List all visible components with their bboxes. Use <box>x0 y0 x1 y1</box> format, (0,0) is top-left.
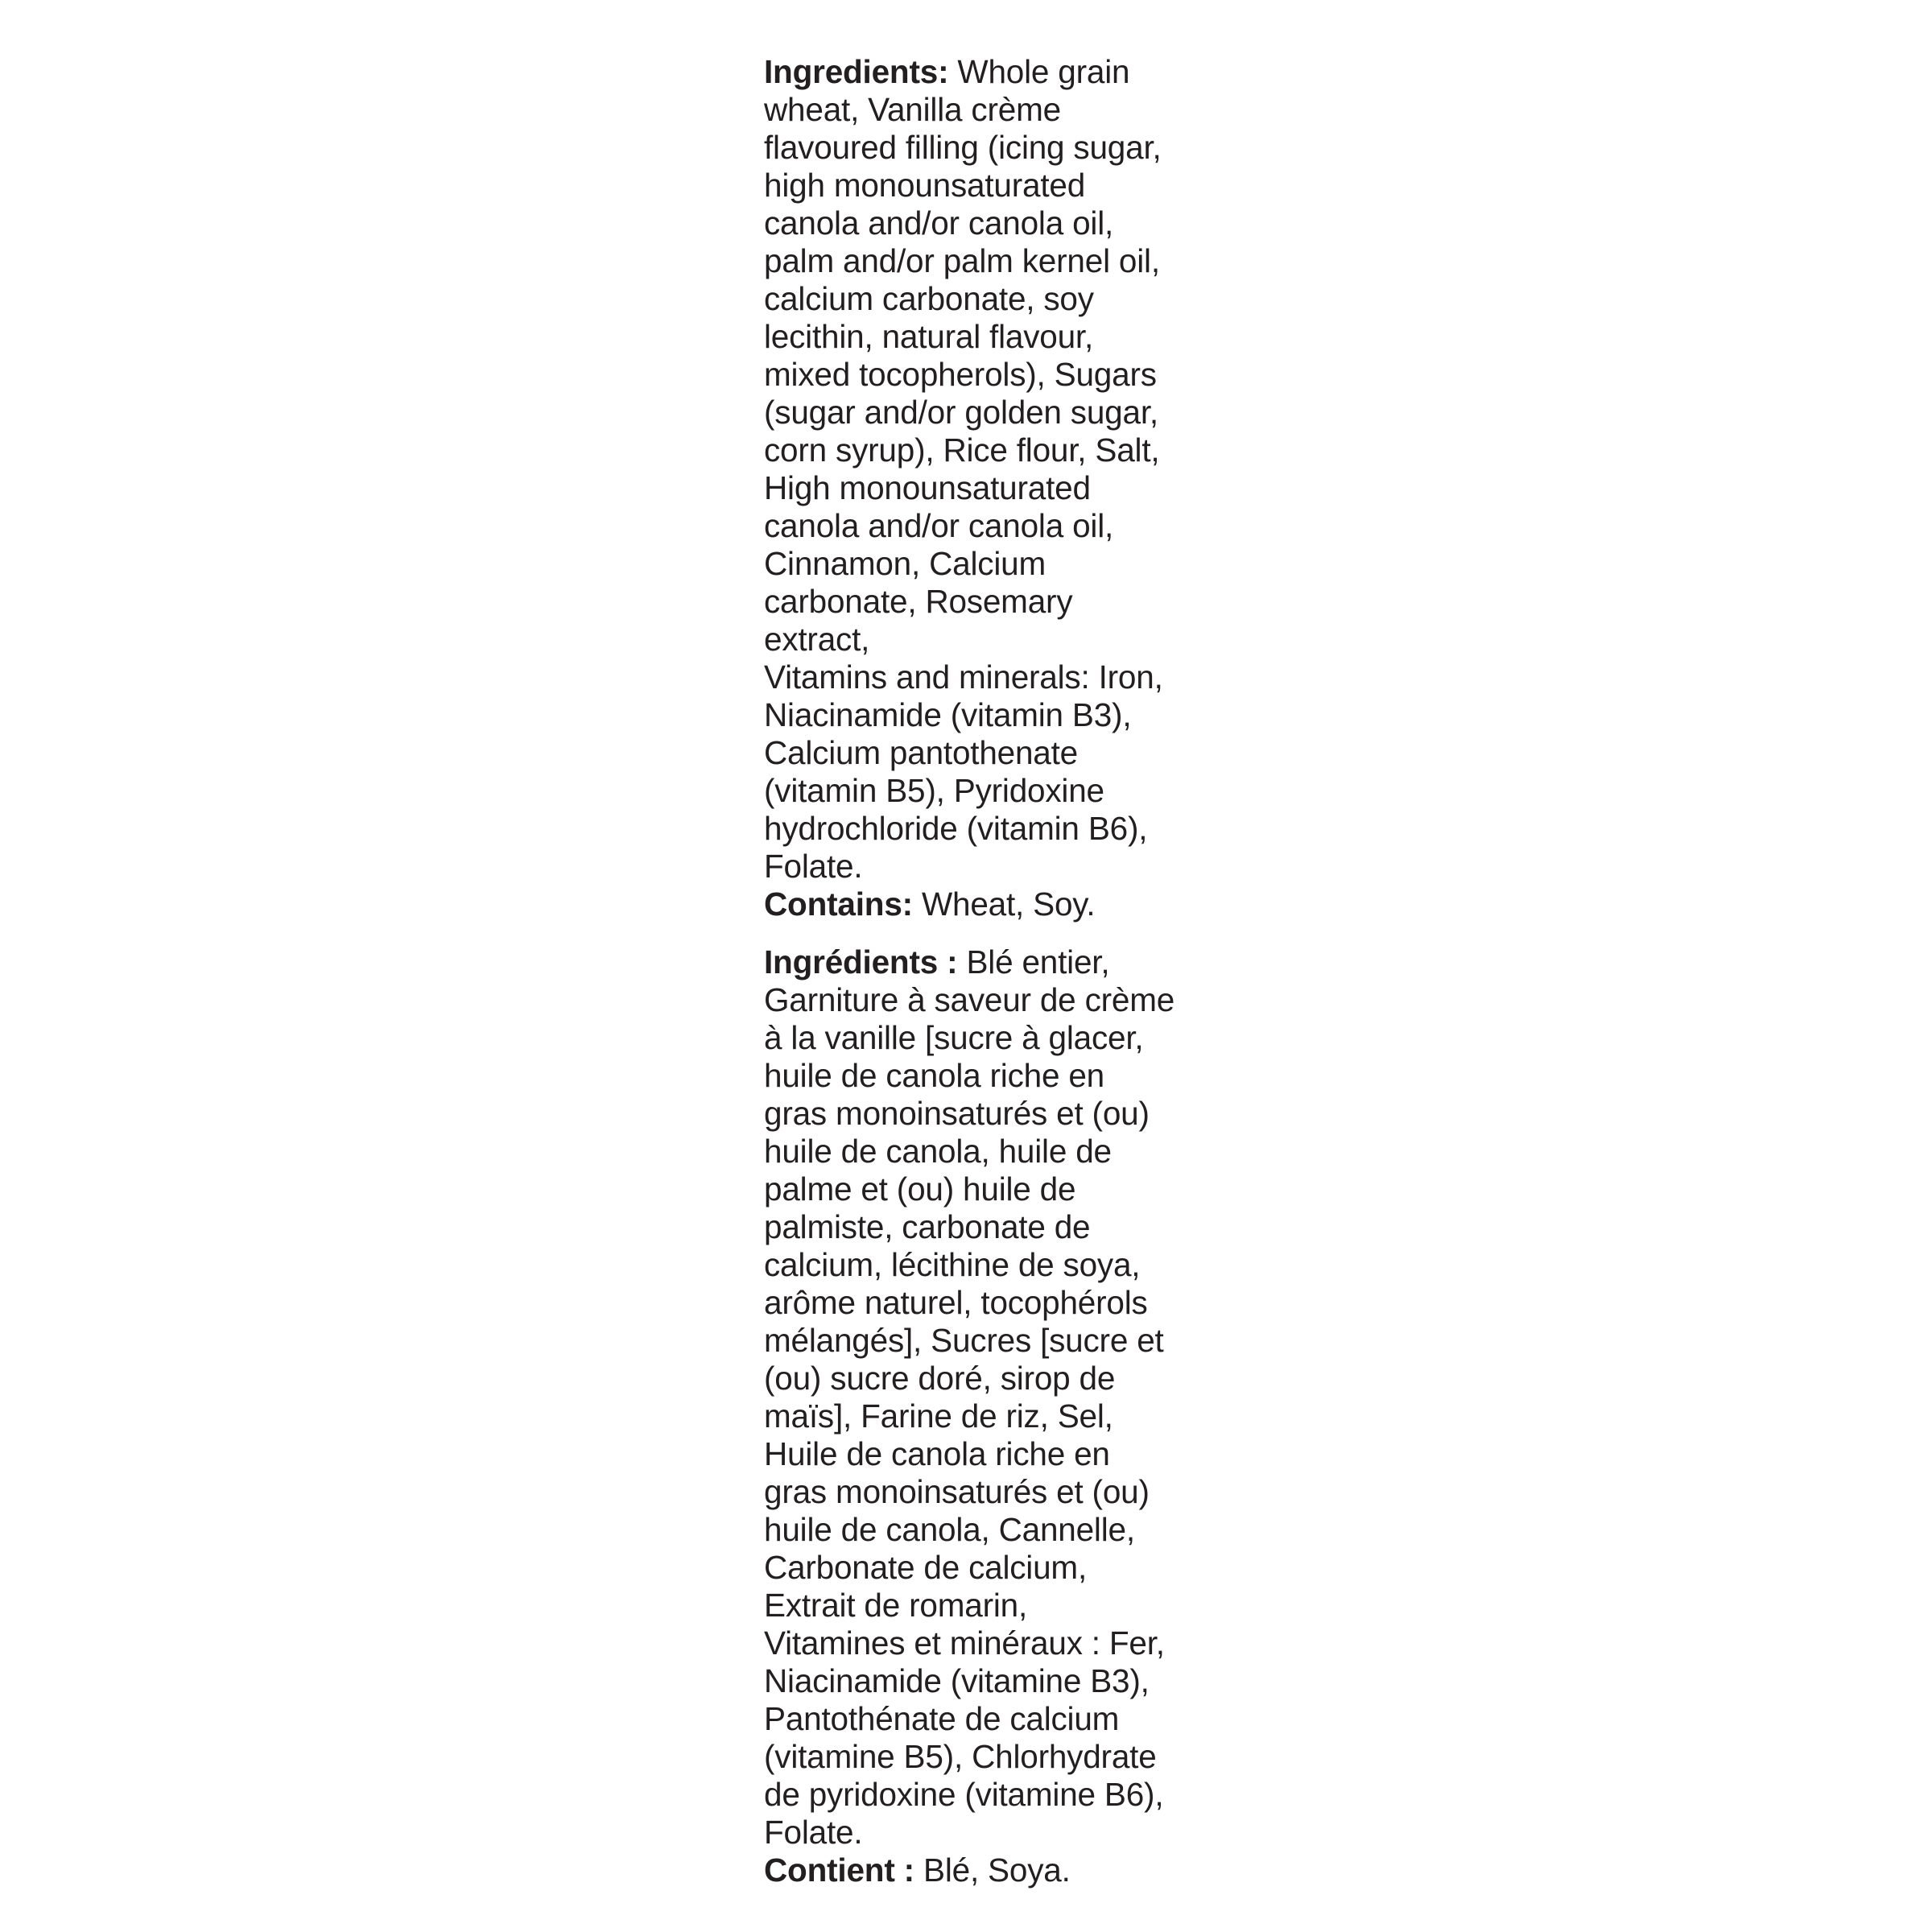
french-ingredients-line: mélangés], Sucres [sucre et <box>764 1322 1164 1359</box>
english-ingredients-line: extract, <box>764 621 870 658</box>
english-ingredients-line: carbonate, Rosemary <box>764 583 1073 620</box>
french-ingredients-heading: Ingrédients : <box>764 943 958 980</box>
french-ingredients-line: gras monoinsaturés et (ou) <box>764 1095 1150 1132</box>
english-ingredients-line: Vitamins and minerals: Iron, <box>764 658 1163 696</box>
french-ingredients-line: huile de canola riche en <box>764 1057 1105 1094</box>
english-contains-line <box>764 886 1215 923</box>
english-ingredients-line: high monounsaturated <box>764 167 1086 204</box>
english-ingredients-line: (sugar and/or golden sugar, <box>764 394 1158 431</box>
english-ingredients-line: palm and/or palm kernel oil, <box>764 242 1160 279</box>
english-ingredients-line: calcium carbonate, soy <box>764 280 1094 317</box>
french-ingredients-line: Vitamines et minéraux : Fer, <box>764 1624 1165 1662</box>
english-ingredients-line: canola and/or canola oil, <box>764 204 1114 242</box>
french-ingredients-line: Blé entier, <box>957 943 1110 980</box>
french-ingredients-line: Niacinamide (vitamine B3), <box>764 1662 1150 1699</box>
english-ingredients-line: Calcium pantothenate <box>764 734 1079 771</box>
french-ingredients-line: (ou) sucre doré, sirop de <box>764 1360 1116 1397</box>
french-ingredients-line: palmiste, carbonate de <box>764 1208 1091 1245</box>
english-first-line <box>764 53 1215 91</box>
french-first-line <box>764 943 1215 981</box>
english-ingredients-line: Niacinamide (vitamin B3), <box>764 696 1132 733</box>
french-ingredients-line: Pantothénate de calcium <box>764 1700 1120 1737</box>
english-ingredients-line: mixed tocopherols), Sugars <box>764 356 1157 393</box>
english-contains-text: Wheat, Soy. <box>912 886 1096 923</box>
french-ingredients-line: Extrait de romarin, <box>764 1587 1028 1624</box>
english-ingredients-line: flavoured filling (icing sugar, <box>764 129 1162 166</box>
english-ingredients-line: Cinnamon, Calcium <box>764 545 1046 582</box>
french-ingredients-line: Garniture à saveur de crème <box>764 981 1175 1018</box>
french-ingredients-line: gras monoinsaturés et (ou) <box>764 1473 1150 1510</box>
english-ingredients-line: wheat, Vanilla crème <box>764 91 1061 128</box>
english-ingredients-heading: Ingredients: <box>764 53 949 90</box>
french-ingredients-line: palme et (ou) huile de <box>764 1170 1076 1208</box>
french-ingredients-line: huile de canola, huile de <box>764 1133 1112 1170</box>
english-ingredients-line: (vitamin B5), Pyridoxine <box>764 772 1104 809</box>
english-ingredients-block <box>764 53 1215 923</box>
french-ingredients-line: huile de canola, Cannelle, <box>764 1511 1135 1548</box>
english-ingredients-line: corn syrup), Rice flour, Salt, <box>764 431 1160 469</box>
english-ingredients-line: hydrochloride (vitamin B6), <box>764 810 1148 847</box>
french-ingredients-block <box>764 943 1215 1889</box>
english-ingredients-line: High monounsaturated <box>764 469 1091 506</box>
french-ingredients-line: Huile de canola riche en <box>764 1435 1110 1472</box>
english-contains-heading: Contains: <box>764 886 913 923</box>
french-ingredients-line: Carbonate de calcium, <box>764 1549 1088 1586</box>
french-contains-text: Blé, Soya. <box>914 1852 1071 1889</box>
french-ingredients-line: arôme naturel, tocophérols <box>764 1284 1148 1321</box>
french-contains-line <box>764 1852 1215 1889</box>
french-ingredients-line: maïs], Farine de riz, Sel, <box>764 1397 1113 1435</box>
french-ingredients-line: (vitamine B5), Chlorhydrate <box>764 1738 1157 1775</box>
english-ingredients-line: canola and/or canola oil, <box>764 507 1114 544</box>
french-ingredients-line: de pyridoxine (vitamine B6), <box>764 1776 1164 1813</box>
french-ingredients-line: à la vanille [sucre à glacer, <box>764 1019 1144 1056</box>
french-contains-heading: Contient : <box>764 1852 914 1889</box>
french-ingredients-line: calcium, lécithine de soya, <box>764 1246 1141 1283</box>
english-ingredients-line: lecithin, natural flavour, <box>764 318 1094 355</box>
english-ingredients-line: Folate. <box>764 848 863 885</box>
english-ingredients-line: Whole grain <box>948 53 1130 90</box>
french-ingredients-line: Folate. <box>764 1814 863 1851</box>
